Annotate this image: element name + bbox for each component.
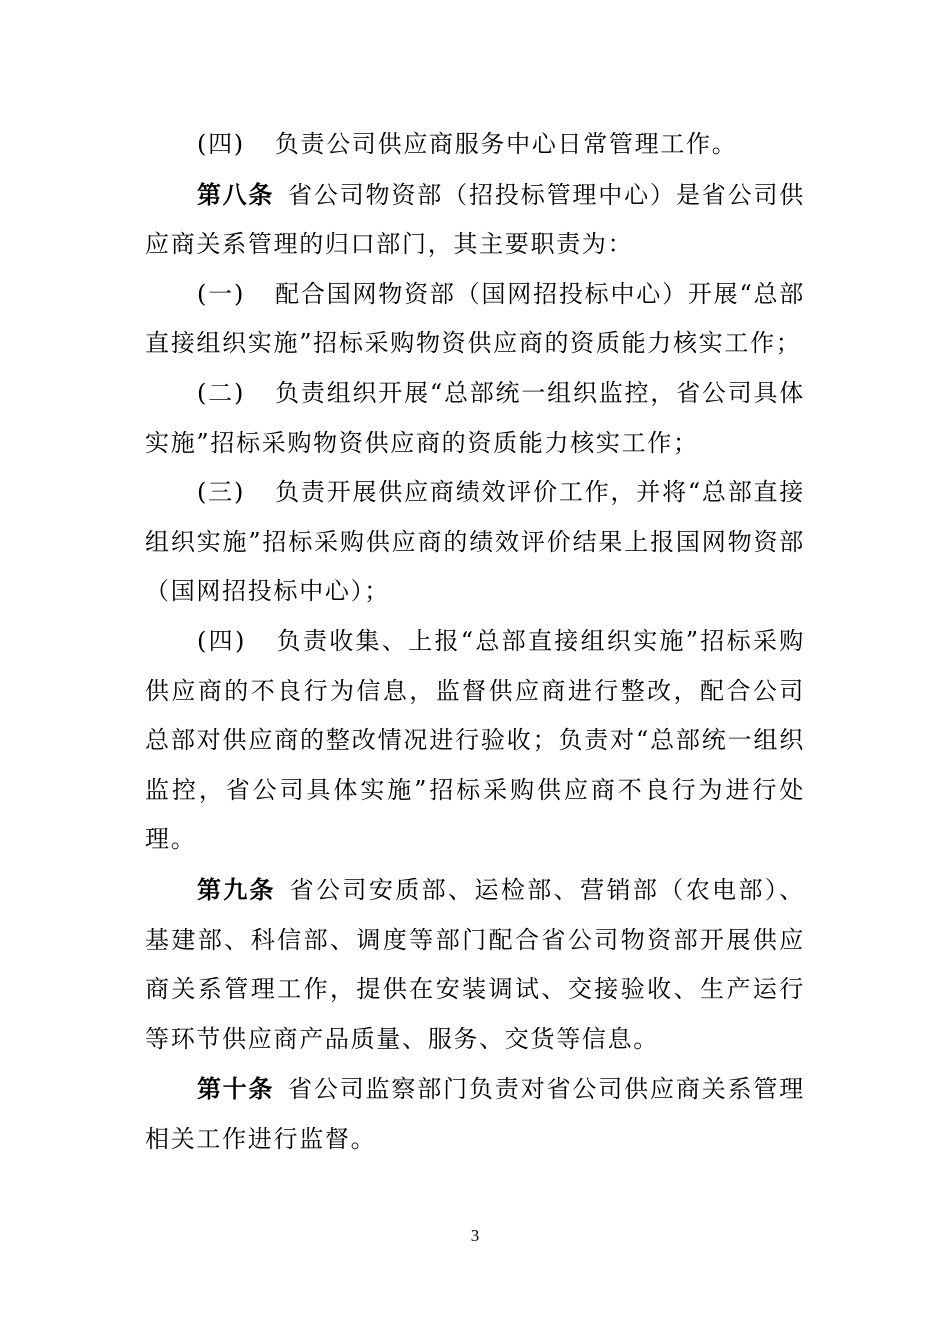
item-number: (三) xyxy=(197,478,246,507)
article-8-item-4 xyxy=(145,617,805,865)
paragraph-text: 负责开展供应商绩效评价工作，并将“总部直接组织实施”招标采购供应商的绩效评价结果上报国网物资部（国网招投标中心）； xyxy=(145,478,806,606)
paragraph-item-4-duty xyxy=(145,120,805,170)
article-10 xyxy=(145,1064,805,1164)
article-heading: 第十条 xyxy=(197,1074,274,1104)
article-heading: 第九条 xyxy=(197,874,276,904)
paragraph-text: 省公司安质部、运检部、营销部（农电部）、基建部、科信部、调度等部门配合省公司物资部开展供应商关系管理工作，提供在安装调试、交接验收、生产运行等环节供应商产品质量、服务、交货等信息。 xyxy=(145,875,806,1053)
paragraph-text: 省公司物资部（招投标管理中心）是省公司供应商关系管理的归口部门，其主要职责为： xyxy=(145,180,806,259)
item-number: (二) xyxy=(197,378,246,407)
paragraph-text: 负责收集、上报“总部直接组织实施”招标采购供应商的不良行为信息，监督供应商进行整改，配合公司总部对供应商的整改情况进行验收；负责对“总部统一组织监控，省公司具体实施”招标采购供应商不良行为进行处理。 xyxy=(145,626,805,854)
item-number: (一) xyxy=(197,279,246,308)
document-body xyxy=(145,120,805,1164)
article-heading: 第八条 xyxy=(197,179,274,209)
paragraph-text: 配合国网物资部（国网招投标中心）开展“总部直接组织实施”招标采购物资供应商的资质能力核实工作； xyxy=(145,279,806,358)
article-9 xyxy=(145,865,805,1064)
article-8 xyxy=(145,170,805,270)
page-number: 3 xyxy=(470,1226,480,1245)
item-number: (四) xyxy=(197,130,245,158)
article-8-item-2 xyxy=(145,369,805,468)
article-8-item-1 xyxy=(145,270,805,369)
paragraph-text: 省公司监察部门负责对省公司供应商关系管理相关工作进行监督。 xyxy=(145,1075,806,1153)
paragraph-text: 负责组织开展“总部统一组织监控，省公司具体实施”招标采购物资供应商的资质能力核实工作； xyxy=(145,378,806,457)
item-number: (四) xyxy=(197,626,247,655)
article-8-item-3 xyxy=(145,468,805,617)
paragraph-text: 负责公司供应商服务中心日常管理工作。 xyxy=(274,130,738,158)
